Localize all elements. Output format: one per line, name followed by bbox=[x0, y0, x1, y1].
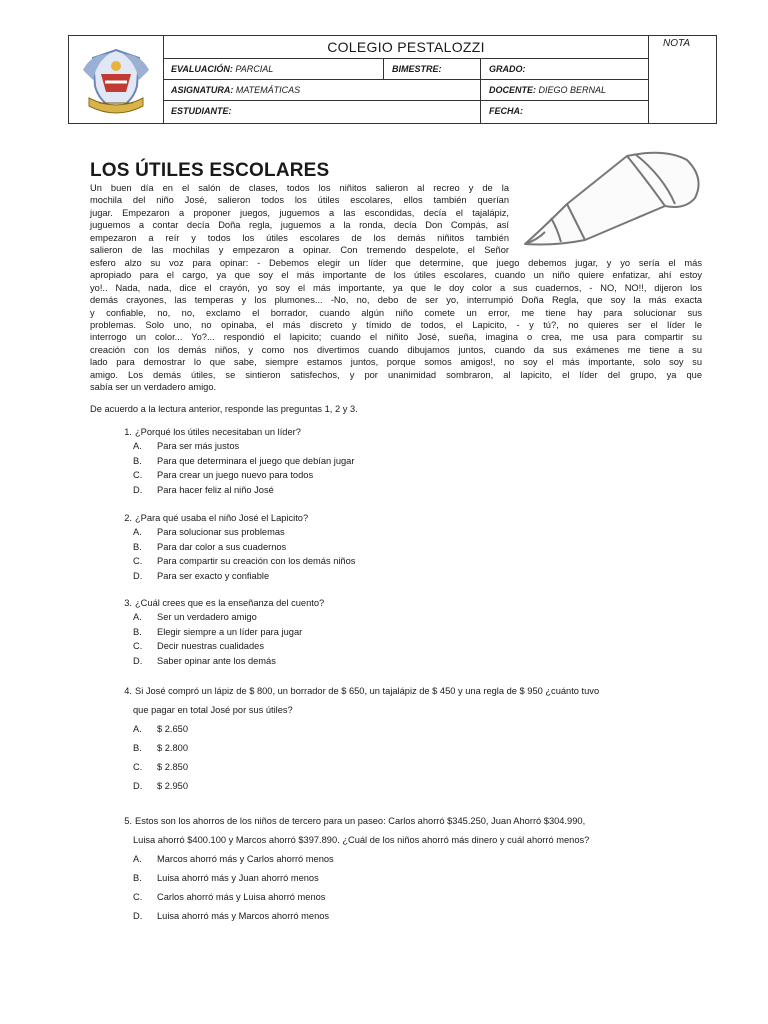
asignatura-value: MATEMÁTICAS bbox=[235, 85, 301, 95]
answer-option[interactable] bbox=[133, 542, 286, 552]
answer-option[interactable] bbox=[133, 456, 354, 466]
option-text: Para dar color a sus cuadernos bbox=[157, 541, 287, 552]
story-title: LOS ÚTILES ESCOLARES bbox=[90, 160, 330, 181]
answer-option[interactable] bbox=[133, 873, 319, 883]
header-grid bbox=[163, 36, 649, 123]
option-letter: C. bbox=[133, 556, 143, 566]
docente-label: DOCENTE: bbox=[489, 85, 536, 95]
question-number: 3. bbox=[124, 598, 132, 608]
nota-cell bbox=[648, 36, 716, 123]
option-letter: A. bbox=[133, 527, 142, 537]
bimestre-label: BIMESTRE: bbox=[392, 64, 442, 74]
answer-option[interactable] bbox=[133, 612, 257, 622]
story-paragraph-wide bbox=[90, 257, 702, 393]
option-text: Para crear un juego nuevo para todos bbox=[157, 470, 314, 480]
school-logo-cell bbox=[69, 36, 164, 123]
story-line: Un buen día en el salón de clases, todos los niñitos salieron al recreo y de la bbox=[90, 183, 509, 193]
estudiante-label: ESTUDIANTE: bbox=[171, 106, 232, 116]
option-text: Para ser exacto y confiable bbox=[157, 570, 270, 581]
answer-option[interactable] bbox=[133, 892, 325, 902]
answer-option[interactable] bbox=[133, 527, 285, 537]
story-line: y confiable, no, no, exclamo el borrador, cuando algún niño comete un error, me tiene hay para solucionar sus bbox=[90, 307, 702, 318]
option-text: Para hacer feliz al niño José bbox=[157, 484, 274, 495]
option-letter: C. bbox=[133, 470, 143, 480]
story-line: creación con los demás niños, y como nos divertimos cuando dibujamos juntos, cuando da sus exámenes me tiene a su bbox=[90, 344, 702, 355]
question-text: ¿Porqué los útiles necesitaban un líder? bbox=[135, 427, 301, 437]
option-letter: D. bbox=[133, 911, 143, 921]
option-text: Marcos ahorró más y Carlos ahorró menos bbox=[157, 854, 334, 864]
asignatura-label: ASIGNATURA: bbox=[171, 85, 234, 95]
answer-option[interactable] bbox=[133, 656, 276, 666]
nota-label: NOTA bbox=[663, 38, 691, 49]
answer-option[interactable] bbox=[133, 762, 188, 772]
option-text: Para compartir su creación con los demás niños bbox=[157, 556, 356, 566]
question-text: ¿Cuál crees que es la enseñanza del cuento? bbox=[135, 598, 325, 608]
option-text: Elegir siempre a un líder para jugar bbox=[157, 626, 303, 637]
option-text: Carlos ahorró más y Luisa ahorró menos bbox=[157, 892, 326, 902]
header-row-asignatura bbox=[163, 80, 649, 101]
answer-option[interactable] bbox=[133, 781, 188, 791]
option-text: $ 2.800 bbox=[157, 743, 189, 753]
option-text: $ 2.950 bbox=[157, 781, 189, 791]
answer-option[interactable] bbox=[133, 556, 355, 566]
option-text: Luisa ahorró más y Marcos ahorró menos bbox=[157, 911, 330, 921]
questions-intro: De acuerdo a la lectura anterior, responde las preguntas 1, 2 y 3. bbox=[90, 404, 358, 414]
asignatura-cell bbox=[163, 80, 480, 100]
answer-option[interactable] bbox=[133, 627, 302, 637]
story-line: juguemos a contar decía Doña regla, juguemos a la ronda, decía Don Compás, así bbox=[90, 220, 509, 231]
answer-option[interactable] bbox=[133, 743, 188, 753]
option-text: Saber opinar ante los demás bbox=[157, 655, 276, 666]
option-letter: C. bbox=[133, 762, 143, 772]
header-title-row bbox=[163, 36, 649, 59]
story-line: lado para demostrar lo que sabe, siempre estamos juntos, porque somos amigos!, no soy el más importante, solo soy su bbox=[90, 357, 702, 368]
option-letter: D. bbox=[133, 655, 143, 666]
answer-option[interactable] bbox=[133, 724, 188, 734]
question-text: ¿Para qué usaba el niño José el Lapicito? bbox=[135, 513, 309, 523]
fecha-label: FECHA: bbox=[489, 106, 523, 116]
option-letter: B. bbox=[133, 626, 142, 637]
story-line: yo!.. Nada, nada, dice el crayón, yo soy el más importante, ya que le doy color a sus cuadernos, - NO, NO!!, dijeron los bbox=[90, 282, 702, 293]
question-number: 4. bbox=[124, 686, 132, 696]
story-line: salieron de las mochilas y empezaron a opinar. Con tremendo despelote, el Señor bbox=[90, 245, 509, 256]
evaluacion-label: EVALUACIÓN: bbox=[171, 64, 233, 74]
story-line: mochila del niño José, salieron todos los útiles escolares, ellos también querían bbox=[90, 195, 509, 206]
question-text-continued: que pagar en total José por sus útiles? bbox=[133, 705, 293, 715]
option-text: $ 2.850 bbox=[157, 762, 189, 772]
school-crest-icon bbox=[69, 36, 163, 123]
answer-option[interactable] bbox=[133, 441, 239, 451]
story-line: interrogo un color... Yo?... respondió el lapicito; cuando el niñito José, sueña, imagina o crea, me usa para compartir su bbox=[90, 332, 702, 343]
option-text: Para ser más justos bbox=[157, 441, 240, 451]
option-text: $ 2.650 bbox=[157, 724, 189, 734]
story-line: jugar. Empezaron a proponer juegos, juguemos a las escondidas, decía el tajalápiz, bbox=[90, 207, 509, 218]
fecha-cell bbox=[480, 101, 649, 123]
option-letter: B. bbox=[133, 873, 142, 883]
docente-value: DIEGO BERNAL bbox=[538, 85, 607, 95]
option-letter: D. bbox=[133, 781, 143, 791]
option-letter: B. bbox=[133, 455, 142, 466]
answer-option[interactable] bbox=[133, 911, 329, 921]
exam-header bbox=[68, 35, 717, 124]
option-text: Para que determinara el juego que debían jugar bbox=[157, 455, 355, 466]
story-line: sabía ser un verdadero amigo. bbox=[90, 382, 217, 393]
story-line: amigo. Los demás útiles, se sintieron satisfechos, y por unanimidad sombraron, al lapicito, el líder del grupo, ya que bbox=[90, 369, 702, 380]
option-letter: B. bbox=[133, 541, 142, 552]
option-letter: D. bbox=[133, 484, 143, 495]
header-row-estudiante bbox=[163, 101, 649, 123]
question-number: 1. bbox=[124, 427, 132, 437]
story-line: esfero alzo su voz para opinar: - Debemos elegir un líder que determine, que juego debemos jugar, y yo sería el más bbox=[90, 258, 702, 268]
answer-option[interactable] bbox=[133, 470, 313, 480]
school-name: COLEGIO PESTALOZZI bbox=[327, 39, 485, 55]
evaluacion-value: PARCIAL bbox=[235, 64, 274, 74]
answer-option[interactable] bbox=[133, 854, 334, 864]
question-number: 2. bbox=[124, 513, 132, 523]
option-letter: C. bbox=[133, 892, 143, 902]
header-row-evaluacion bbox=[163, 59, 649, 80]
story-line: problemas. Solo uno, no opinaba, el más discreto y tímido de todos, el Lapicito, - y tú?, no quieres ser el líder le bbox=[90, 320, 702, 331]
option-text: Decir nuestras cualidades bbox=[157, 641, 264, 651]
bimestre-cell bbox=[383, 59, 480, 79]
option-text: Para solucionar sus problemas bbox=[157, 527, 285, 537]
option-letter: C. bbox=[133, 641, 143, 651]
story-line: demás crayones, las temperas y los plumones... -No, no, debo de ser yo, interrumpió Doña Regla, que soy la más exacta bbox=[90, 295, 702, 306]
grado-label: GRADO: bbox=[489, 64, 526, 74]
evaluacion-cell bbox=[163, 59, 383, 79]
option-text: Luisa ahorró más y Juan ahorró menos bbox=[157, 873, 319, 883]
story-paragraph-narrow bbox=[90, 182, 509, 256]
option-letter: A. bbox=[133, 724, 142, 734]
question-text: Estos son los ahorros de los niños de tercero para un paseo: Carlos ahorró $345.250, Juan Ahorró $304.990, bbox=[135, 816, 586, 826]
question-text: Si José compró un lápiz de $ 800, un borrador de $ 650, un tajalápiz de $ 450 y una regla de $ 950 ¿cuánto tuvo bbox=[135, 686, 600, 696]
question-number: 5. bbox=[124, 816, 132, 826]
option-letter: D. bbox=[133, 570, 143, 581]
option-letter: A. bbox=[133, 854, 142, 864]
option-letter: A. bbox=[133, 612, 142, 622]
grado-cell bbox=[480, 59, 649, 79]
docente-cell bbox=[480, 80, 649, 100]
answer-option[interactable] bbox=[133, 571, 269, 581]
estudiante-cell bbox=[163, 101, 480, 123]
story-line: apropiado para el cargo, ya que soy el más importante de los útiles escolares, cuando un niño quiere enfatizar, ahí estoy bbox=[90, 270, 702, 281]
option-letter: B. bbox=[133, 743, 142, 753]
question-text-continued: Luisa ahorró $400.100 y Marcos ahorró $397.890. ¿Cuál de los niños ahorró más dinero y cuál ahorró menos? bbox=[133, 835, 590, 845]
answer-option[interactable] bbox=[133, 485, 274, 495]
story-line: empezaron a reír y todos los útiles escolares de los demás niñitos también bbox=[90, 232, 509, 243]
option-letter: A. bbox=[133, 441, 142, 451]
option-text: Ser un verdadero amigo bbox=[157, 612, 257, 622]
answer-option[interactable] bbox=[133, 641, 264, 651]
pencil-icon bbox=[515, 148, 705, 248]
